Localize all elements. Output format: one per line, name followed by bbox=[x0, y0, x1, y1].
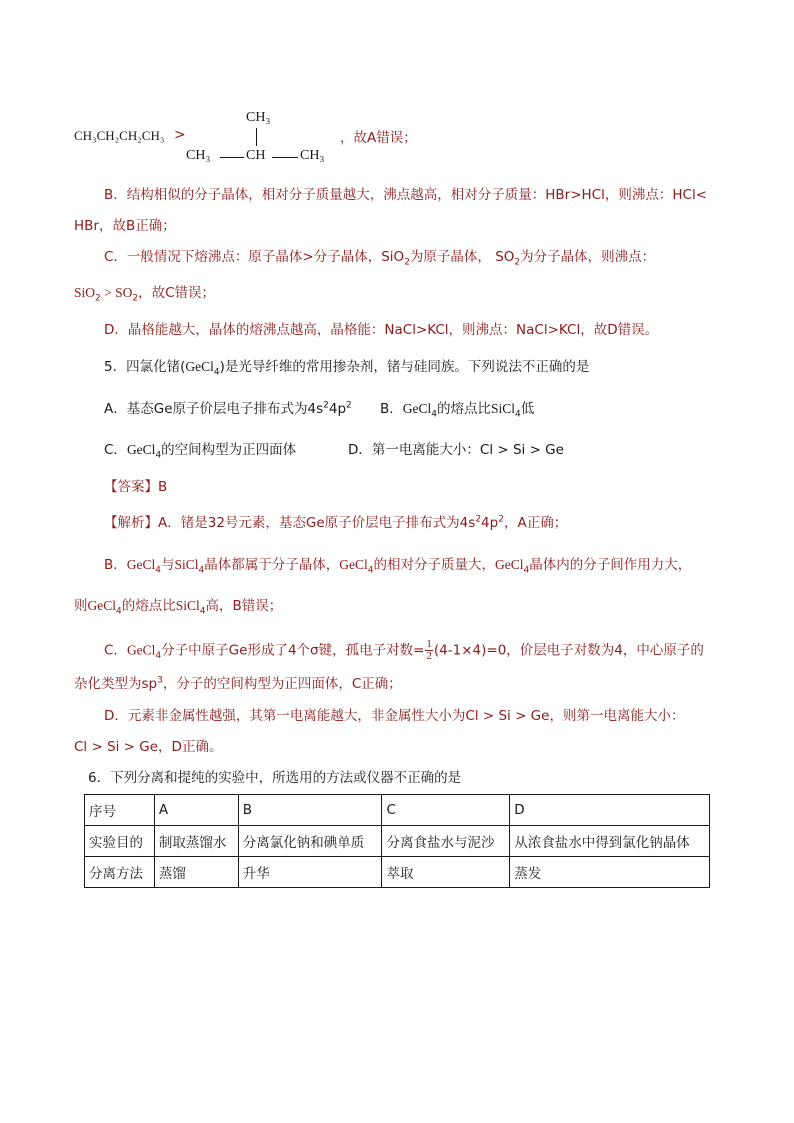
text: SiO bbox=[74, 285, 96, 300]
q5-option-d: D．第一电离能大小：Cl > Si > Ge bbox=[348, 442, 564, 458]
subscript: 2 bbox=[132, 293, 139, 304]
subscript: 4 bbox=[155, 565, 161, 576]
option-d-line1: D．晶格能越大，晶体的熔沸点越高，晶格能：NaCl>KCl，则沸点：NaCl>KCl，故D错误。 bbox=[104, 322, 659, 338]
isobutane-right-bond bbox=[272, 157, 298, 158]
subscript: 4 bbox=[523, 565, 530, 576]
text: C． bbox=[104, 642, 127, 659]
formula: GeCl bbox=[339, 557, 368, 572]
option-b-line1: B．结构相似的分子晶体，相对分子质量越大，沸点越高，相对分子质量：HBr>HCl，则沸点：HCl< bbox=[104, 187, 708, 203]
table-cell: 分离氯化钠和碘单质 bbox=[238, 826, 382, 857]
q5-option-a bbox=[104, 400, 352, 418]
text: 的空间构型为正四面体 bbox=[161, 442, 297, 458]
text: 4p bbox=[481, 515, 499, 531]
subscript: 2 bbox=[514, 257, 521, 268]
q5-option-c bbox=[104, 441, 296, 459]
subscript: 4 bbox=[116, 606, 122, 617]
table-cell: 从浓食盐水中得到氯化钠晶体 bbox=[510, 826, 710, 857]
table-cell: C bbox=[382, 795, 510, 826]
text: 与 bbox=[161, 557, 175, 573]
isobutane-left-bond bbox=[220, 157, 244, 158]
text: 晶体都属于分子晶体， bbox=[204, 557, 340, 573]
greater-than-sign: > bbox=[174, 127, 186, 143]
text: 高，B错误； bbox=[205, 598, 283, 614]
q5-explanation-a bbox=[104, 514, 567, 532]
isobutane-center-ch: CH bbox=[246, 148, 266, 163]
table-cell: 分离食盐水与泥沙 bbox=[382, 826, 510, 857]
subscript: 4 bbox=[367, 565, 374, 576]
q5-explanation-c-line2 bbox=[74, 675, 402, 693]
superscript: 2 bbox=[323, 400, 329, 411]
table-row bbox=[85, 857, 710, 888]
table-cell: 蒸发 bbox=[510, 857, 710, 888]
table-row bbox=[85, 826, 710, 857]
option-b-line2: HBr，故B正确； bbox=[74, 218, 176, 234]
formula: GeCl bbox=[87, 598, 116, 613]
fraction-denominator: 2 bbox=[426, 650, 432, 662]
text: C．一般情况下熔沸点：原子晶体>分子晶体，SiO bbox=[104, 249, 405, 265]
formula: GeCl bbox=[185, 359, 214, 374]
text: 【解析】A．锗是32号元素，基态Ge原子价层电子排布式为4s bbox=[104, 515, 476, 531]
isobutane-structure bbox=[184, 106, 334, 166]
intro-conclusion: ，故A错误； bbox=[340, 130, 417, 146]
text: 为分子晶体，则沸点： bbox=[520, 249, 656, 265]
text: 低 bbox=[520, 401, 535, 417]
text: 的相对分子质量大， bbox=[373, 557, 495, 573]
superscript: 2 bbox=[475, 514, 482, 525]
q5-explanation-d-line2: Cl > Si > Ge，D正确。 bbox=[74, 739, 223, 755]
table-cell: A bbox=[154, 795, 238, 826]
subscript: 4 bbox=[431, 409, 437, 420]
butane-formula: CH₃CH₂CH₂CH₃ bbox=[74, 128, 165, 143]
formula: GeCl bbox=[494, 557, 524, 572]
q5-explanation-b-line1 bbox=[104, 556, 691, 574]
q6-stem: 6．下列分离和提纯的实验中，所选用的方法或仪器不正确的是 bbox=[88, 770, 462, 786]
option-c-line1 bbox=[104, 248, 655, 266]
subscript: 4 bbox=[198, 565, 205, 576]
subscript: 4 bbox=[213, 367, 220, 378]
isobutane-vertical-bond bbox=[256, 128, 257, 146]
table-cell: D bbox=[510, 795, 710, 826]
subscript: 4 bbox=[515, 409, 521, 420]
text: 则 bbox=[74, 598, 88, 614]
q5-explanation-b-line2 bbox=[74, 597, 282, 615]
subscript: 2 bbox=[404, 257, 410, 268]
text: 晶体内的分子间作用力大， bbox=[529, 557, 692, 573]
text: ，故C错误； bbox=[138, 285, 216, 301]
superscript: 2 bbox=[498, 514, 504, 525]
table-header-row bbox=[85, 795, 710, 826]
table-cell: 萃取 bbox=[382, 857, 510, 888]
text: ，分子的空间构型为正四面体，C正确； bbox=[162, 676, 402, 692]
text: ，A正确； bbox=[503, 515, 568, 531]
text: > SO bbox=[100, 285, 133, 300]
text: A．基态Ge原子价层电子排布式为4s bbox=[104, 401, 324, 417]
text: 分子中原子Ge形成了4个σ键，孤电子对数= bbox=[161, 642, 425, 659]
fraction-numerator: 1 bbox=[426, 638, 432, 650]
text: 的熔点比 bbox=[121, 598, 176, 614]
isobutane-left-ch3: CH₃ bbox=[186, 148, 211, 163]
formula: GeCl bbox=[126, 642, 156, 658]
q5-stem bbox=[104, 358, 589, 376]
text: 为原子晶体， SO bbox=[409, 249, 515, 265]
table-cell: 序号 bbox=[85, 795, 155, 826]
formula: SiCl bbox=[174, 557, 199, 572]
superscript: 2 bbox=[346, 400, 352, 411]
superscript: 3 bbox=[157, 675, 163, 686]
table-cell: 制取蒸馏水 bbox=[154, 826, 238, 857]
table-cell: B bbox=[238, 795, 382, 826]
formula: GeCl bbox=[126, 557, 156, 572]
text: C． bbox=[104, 442, 127, 458]
q5-option-b bbox=[380, 400, 534, 418]
formula: GeCl bbox=[126, 442, 156, 457]
text: (4-1×4)=0，价层电子对数为4，中心原子的 bbox=[433, 642, 704, 659]
formula: GeCl bbox=[402, 401, 432, 416]
text: )是光导纤维的常用掺杂剂，锗与硅同族。下列说法不正确的是 bbox=[219, 359, 590, 375]
text: 4p bbox=[328, 401, 347, 417]
text: B． bbox=[104, 557, 127, 573]
table-cell: 升华 bbox=[238, 857, 382, 888]
table-cell: 分离方法 bbox=[85, 857, 155, 888]
isobutane-right-ch3: CH₃ bbox=[300, 148, 325, 163]
q5-explanation-d-line1: D．元素非金属性越强，其第一电离能越大，非金属性大小为Cl > Si > Ge，则第一电离能大小： bbox=[104, 708, 685, 724]
table-cell: 蒸馏 bbox=[154, 857, 238, 888]
fraction-one-half bbox=[425, 639, 433, 662]
option-c-line2 bbox=[74, 284, 215, 302]
text: 5．四氯化锗( bbox=[104, 359, 186, 375]
text: 杂化类型为sp bbox=[74, 676, 158, 692]
text: B． bbox=[380, 401, 403, 417]
table-cell: 实验目的 bbox=[85, 826, 155, 857]
subscript: 4 bbox=[155, 450, 162, 461]
formula: SiCl bbox=[175, 598, 200, 613]
q5-explanation-c-line1 bbox=[104, 639, 704, 662]
separation-methods-table bbox=[84, 794, 710, 888]
subscript: 2 bbox=[95, 293, 101, 304]
subscript: 4 bbox=[199, 606, 206, 617]
formula: SiCl bbox=[491, 401, 516, 416]
text: 的熔点比 bbox=[437, 401, 491, 417]
q5-answer: 【答案】B bbox=[104, 479, 168, 495]
isobutane-top-ch3: CH₃ bbox=[246, 110, 271, 125]
subscript: 4 bbox=[155, 651, 162, 662]
